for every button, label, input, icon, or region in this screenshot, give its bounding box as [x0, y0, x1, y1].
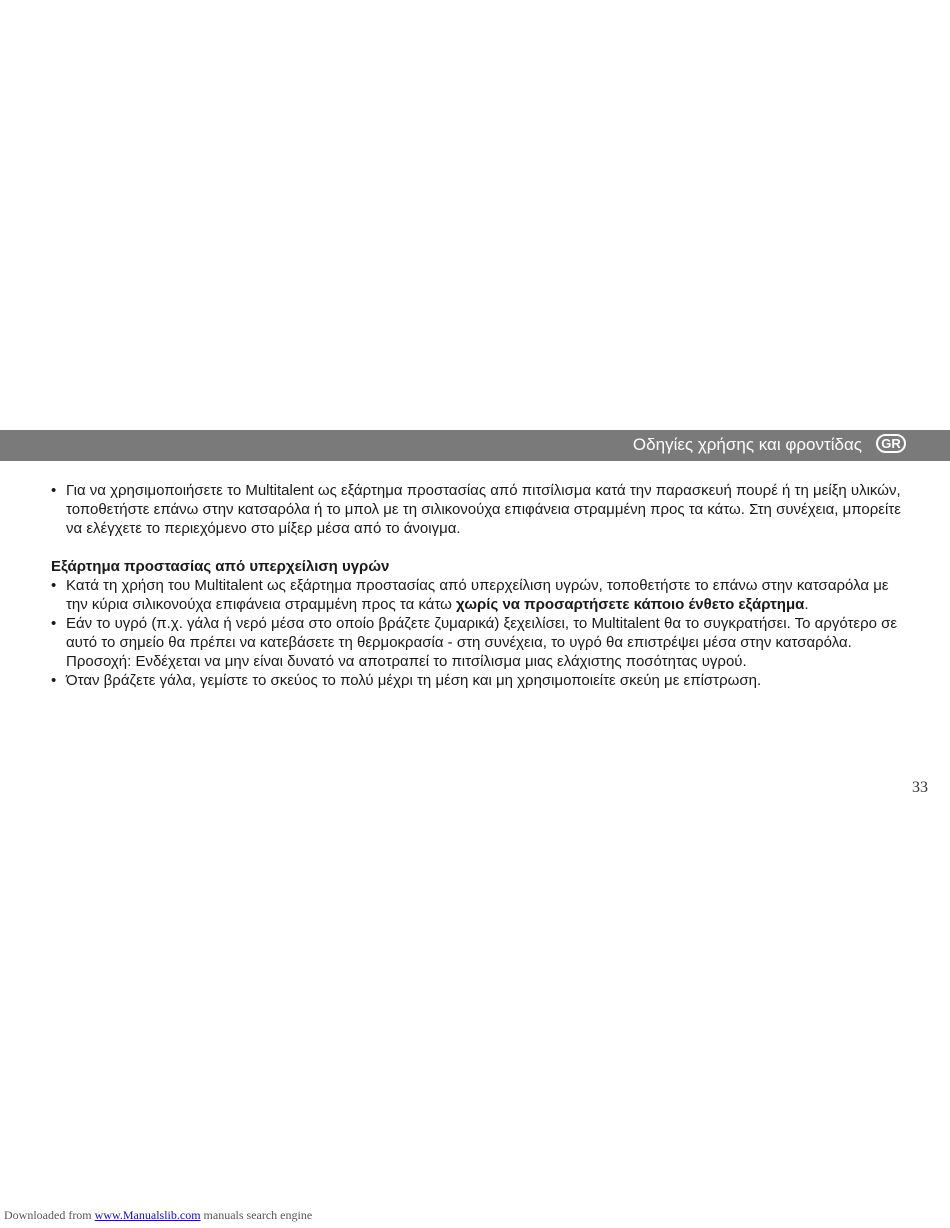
bullet-text: Εάν το υγρό (π.χ. γάλα ή νερό μέσα στο οποίο βράζετε ζυμαρικά) ξεχειλίσει, το Multitalent θα το συγκρατήσει. Το αργότερο σε αυτό το σημείο θα πρέπει να κατεβάσετε τη θερμοκρασία - στη συνέχεια, το υγρό θα επιστρέψει μέσα στην κατσαρόλα. Προσοχή: Ενδέχεται να μην είναι δυνατό να αποτραπεί το πιτσίλισμα μιας ελάχιστης ποσότητας υγρού. — [66, 615, 898, 670]
footer-prefix: Downloaded from — [4, 1208, 95, 1222]
section-header-bar — [0, 430, 950, 461]
section-bullet-item — [51, 614, 911, 671]
bullet-text — [66, 576, 911, 614]
bullet-marker: • — [51, 672, 57, 689]
paragraph-spacer — [51, 538, 911, 557]
bullet-text: Όταν βράζετε γάλα, γεμίστε το σκεύος το πολύ μέχρι τη μέση και μη χρησιμοποιείτε σκεύη με επίστρωση. — [66, 672, 762, 689]
section-bullet-item — [51, 576, 911, 614]
intro-bullet-item — [51, 481, 911, 538]
bullet-bold-text: χωρίς να προσαρτήσετε κάποιο ένθετο εξάρτημα — [456, 596, 805, 613]
header-title: Οδηγίες χρήσης και φροντίδας — [632, 435, 862, 454]
bullet-marker: • — [51, 482, 57, 499]
download-footer — [4, 1207, 312, 1223]
bullet-marker: • — [51, 577, 57, 594]
manualslib-link[interactable]: www.Manualslib.com — [94, 1208, 201, 1222]
bullet-text-end: . — [804, 596, 809, 613]
page-content — [51, 481, 911, 690]
section-bullet-item — [51, 671, 911, 690]
footer-suffix: manuals search engine — [200, 1208, 313, 1222]
bullet-text: Για να χρησιμοποιήσετε το Multitalent ως εξάρτημα προστασίας από πιτσίλισμα κατά την παρασκευή πουρέ ή τη μείξη υλικών, τοποθετήστε επάνω στην κατσαρόλα ή το μπολ με τη σιλικονούχα επιφάνεια στραμμένη προς τα κάτω. Στη συνέχεια, μπορείτε να ελέγχετε το περιεχόμενο στο μίξερ μέσα από το άνοιγμα. — [66, 482, 901, 537]
section-heading: Εξάρτημα προστασίας από υπερχείλιση υγρών — [51, 558, 390, 575]
bullet-marker: • — [51, 615, 57, 632]
page-number: 33 — [912, 779, 928, 796]
bullet-text-part: Κατά τη χρήση του Multitalent ως εξάρτημα προστασίας από υπερχείλιση υγρών, τοποθετήστε το επάνω στην κατσαρόλα με την κύρια σιλικονούχα επιφάνεια στραμμένη προς τα κάτω — [66, 577, 889, 613]
language-badge: GR — [876, 434, 906, 453]
